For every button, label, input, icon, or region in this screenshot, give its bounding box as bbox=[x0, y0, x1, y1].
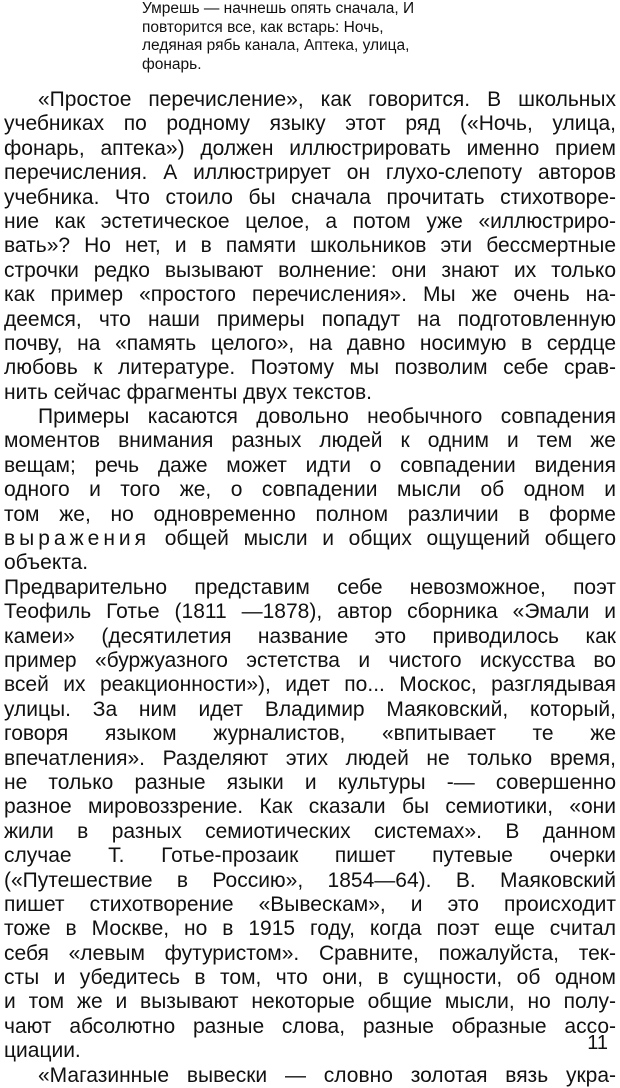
text-line: «Магазинные вывески — словно золотая вязь укра- bbox=[38, 1063, 616, 1087]
paragraph-1 bbox=[4, 88, 616, 405]
text-line: улицы. За ним идет Владимир Маяковский, который, bbox=[4, 697, 616, 721]
text-line: всей их реакционности»), идет по... Москос, разглядывая bbox=[4, 673, 616, 697]
text-line: Теофиль Готье (1811 —1878), автор сборника «Эмали и bbox=[4, 600, 616, 624]
main-text bbox=[4, 88, 616, 1088]
text-line: («Путешествие в Россию», 1854—64). В. Маяковский bbox=[4, 868, 616, 892]
paragraph-4 bbox=[4, 1064, 616, 1088]
text-line: «Простое перечисление», как говорится. В школьных bbox=[38, 88, 616, 111]
text-line: сты и убедитесь в том, что они, в сущности, об одном bbox=[4, 966, 616, 990]
text-line: одного и того же, о совпадении мысли об одном и bbox=[4, 478, 616, 502]
text-line: вещам; речь даже может идти о совпадении видения bbox=[4, 453, 616, 477]
text-line: себя «левым футуристом». Сравните, пожалуйста, тек- bbox=[4, 941, 616, 965]
text-line: случае Т. Готье-прозаик пишет путевые очерки bbox=[4, 844, 616, 868]
text-line: учебника. Что стоило бы сначала прочитать стихотворе- bbox=[4, 185, 616, 209]
text-line: фонарь, аптека») должен иллюстрировать именно прием bbox=[4, 136, 616, 160]
text-fragment: общей мысли и общих ощущений общего bbox=[164, 527, 616, 551]
text-line: том же, но одновременно полном различии в форме bbox=[4, 502, 616, 526]
paragraph-3 bbox=[4, 576, 616, 1064]
text-line: тоже в Москве, но в 1915 году, когда поэт еще считал bbox=[4, 917, 616, 941]
text-line: как пример «простого перечисления». Мы же очень на- bbox=[4, 283, 616, 307]
text-line: вать»? Но нет, и в памяти школьников эти бессмертные bbox=[4, 234, 616, 258]
epigraph bbox=[142, 0, 482, 74]
epigraph-line: повторится все, как встарь: Ночь, bbox=[142, 18, 384, 36]
text-line: говоря языком журналистов, «впитывает те же bbox=[4, 722, 616, 746]
text-line: объекта. bbox=[4, 551, 89, 575]
text-line: Примеры касаются довольно необычного совпадения bbox=[38, 405, 616, 429]
text-line: моментов внимания разных людей к одним и тем же bbox=[4, 429, 616, 453]
text-line: разное мировоззрение. Как сказали бы семиотики, «они bbox=[4, 795, 616, 819]
text-line: пишет стихотворение «Вывескам», и это происходит bbox=[4, 892, 616, 916]
epigraph-line: Умрешь — начнешь опять сначала, И bbox=[142, 0, 415, 17]
text-line: пример «буржуазного эстетства и чистого искусства во bbox=[4, 648, 616, 672]
text-line: жили в разных семиотических системах». В данном bbox=[4, 819, 616, 843]
spaced-emphasis-word: выражения bbox=[4, 527, 151, 551]
text-line: камеи» (десятилетия название это приводилось как bbox=[4, 624, 616, 648]
page-number: 11 bbox=[587, 1032, 608, 1054]
epigraph-line: фонарь. bbox=[142, 55, 202, 73]
text-line: Предварительно представим себе невозможное, поэт bbox=[4, 575, 616, 599]
text-line: чают абсолютно разные слова, разные образные ассо- bbox=[4, 1014, 616, 1038]
text-line: деемся, что наши примеры попадут на подготовленную bbox=[4, 307, 616, 331]
text-line: не только разные языки и культуры -— совершенно bbox=[4, 770, 616, 794]
text-line: учебниках по родному языку этот ряд («Ночь, улица, bbox=[4, 112, 616, 136]
text-line: перечисления. А иллюстрирует он глухо-слепоту авторов bbox=[4, 161, 616, 185]
epigraph-line: ледяная рябь канала, Аптека, улица, bbox=[142, 37, 410, 54]
text-line: строчки редко вызывают волнение: они знают их только bbox=[4, 258, 616, 282]
text-line: нить сейчас фрагменты двух текстов. bbox=[4, 380, 372, 404]
text-line: любовь к литературе. Поэтому мы позволим себе срав- bbox=[4, 356, 616, 380]
text-line: почву, на «память целого», на давно носимую в сердце bbox=[4, 331, 616, 355]
text-line: циации. bbox=[4, 1039, 81, 1063]
text-line-with-emphasis bbox=[4, 527, 616, 551]
text-line: и том же и вызывают некоторые общие мысли, но полу- bbox=[4, 990, 616, 1014]
paragraph-2 bbox=[4, 405, 616, 576]
text-line: ние как эстетическое целое, а потом уже «иллюстриро- bbox=[4, 209, 616, 233]
text-line: впечатления». Разделяют этих людей не только время, bbox=[4, 746, 616, 770]
